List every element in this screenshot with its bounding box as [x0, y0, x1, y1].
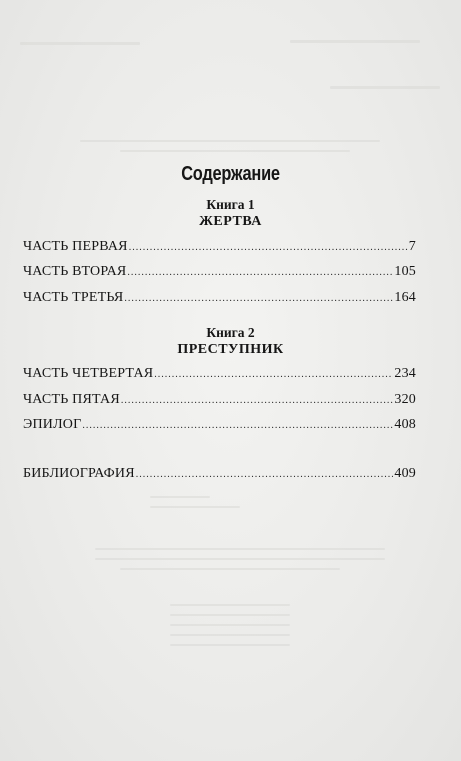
toc-entry-label: ЧАСТЬ ПЕРВАЯ	[23, 239, 128, 254]
bleed-through-line	[170, 644, 290, 646]
bleed-through-line	[150, 506, 240, 508]
toc-entry-label: ЭПИЛОГ	[23, 417, 82, 432]
toc-entry-page: 7	[408, 239, 416, 254]
bleed-through-line	[170, 604, 290, 606]
page-title: Содержание	[181, 163, 280, 185]
toc-entry-label: ЧАСТЬ ТРЕТЬЯ	[23, 290, 124, 305]
toc-entry	[23, 392, 416, 408]
toc-entry-label: ЧАСТЬ ВТОРАЯ	[23, 264, 127, 279]
toc-entry-label: БИБЛИОГРАФИЯ	[23, 466, 135, 481]
toc-entry-page: 164	[394, 290, 416, 305]
bleed-through-line	[170, 634, 290, 636]
toc-entry-page: 320	[394, 392, 416, 407]
bleed-through-line	[170, 624, 290, 626]
toc-entry-bibliography	[23, 466, 416, 482]
bleed-through-line	[20, 42, 140, 45]
book-1-name: ЖЕРТВА	[199, 214, 262, 229]
dot-leader	[127, 267, 393, 278]
toc-entry	[23, 417, 416, 433]
bleed-through-line	[120, 568, 340, 570]
bleed-through-line	[120, 150, 350, 152]
toc-entry-label: ЧАСТЬ ЧЕТВЕРТАЯ	[23, 366, 154, 381]
dot-leader	[121, 395, 393, 406]
dot-leader	[129, 242, 408, 253]
book-2-name: ПРЕСТУПНИК	[177, 342, 284, 357]
toc-entry	[23, 290, 416, 306]
toc-entry-page: 234	[394, 366, 416, 381]
dot-leader	[82, 420, 393, 431]
bleed-through-line	[330, 86, 440, 89]
book-1-label: Книга 1	[206, 197, 255, 212]
toc-entry	[23, 264, 416, 280]
dot-leader	[154, 369, 393, 380]
toc-entry-page: 408	[394, 417, 416, 432]
bleed-through-line	[290, 40, 420, 43]
book-2-label: Книга 2	[206, 325, 255, 340]
toc-entry-label: ЧАСТЬ ПЯТАЯ	[23, 392, 120, 407]
toc-entry-page: 409	[394, 466, 416, 481]
bleed-through-line	[150, 496, 210, 498]
bleed-through-line	[170, 614, 290, 616]
dot-leader	[136, 469, 394, 480]
bleed-through-line	[80, 140, 380, 142]
toc-entry	[23, 239, 416, 255]
bleed-through-line	[95, 558, 385, 560]
toc-entry-page: 105	[394, 264, 416, 279]
toc-entry	[23, 366, 416, 382]
dot-leader	[124, 293, 393, 304]
bleed-through-line	[95, 548, 385, 550]
